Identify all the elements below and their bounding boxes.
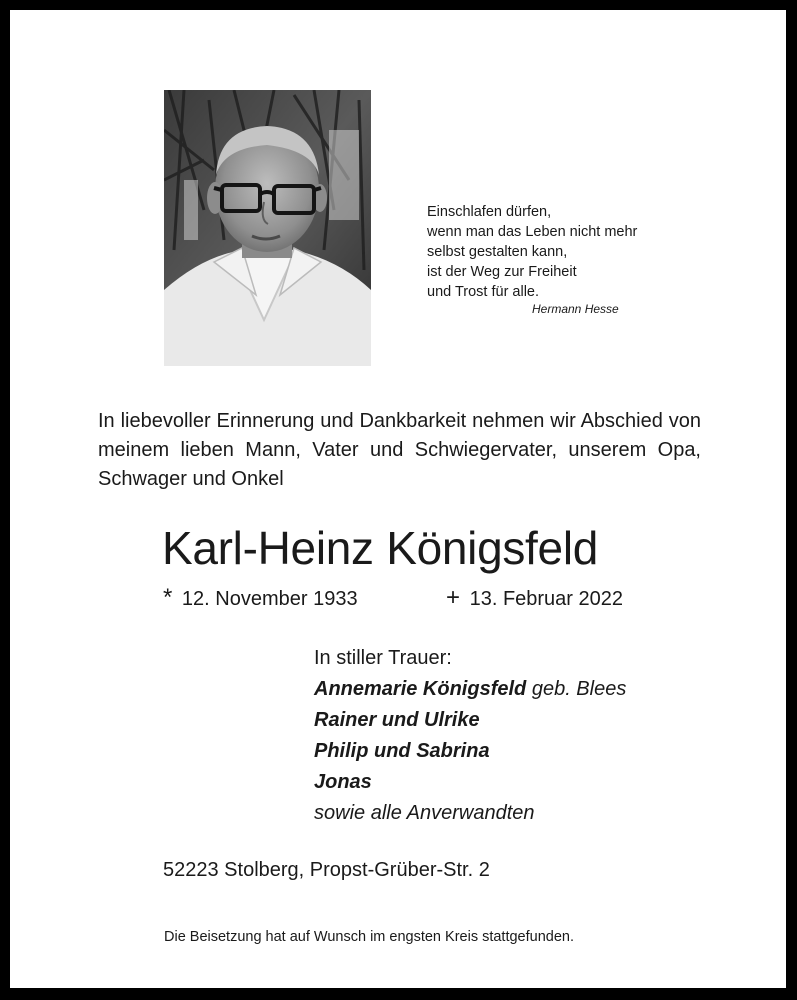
quote-line: ist der Weg zur Freiheit — [427, 264, 577, 280]
mourner-entry: Rainer und Ulrike — [314, 709, 480, 731]
intro-text: In liebevoller Erinnerung und Dankbarkeit nehmen wir Abschied von meinem lieben Mann, Vater und Schwiegervater, unserem Opa, Schwager und Onkel — [98, 410, 701, 490]
mourners-closing: sowie alle Anverwandten — [314, 802, 535, 824]
mourner-note: geb. Blees — [531, 678, 627, 700]
quote-author: Hermann Hesse — [532, 302, 619, 316]
mourners-heading: In stiller Trauer: — [314, 647, 452, 669]
quote-line: und Trost für alle. — [427, 284, 540, 300]
portrait-image-icon — [164, 90, 371, 366]
quote-line: selbst gestalten kann, — [427, 244, 568, 260]
death-date-value: 13. Februar 2022 — [469, 588, 624, 610]
mourner-entry: Philip und Sabrina — [314, 740, 490, 762]
death-cross-icon: + — [446, 584, 461, 611]
mourner-name: Annemarie Königsfeld — [314, 678, 527, 700]
birth-date-value: 12. November 1933 — [181, 588, 358, 610]
address: 52223 Stolberg, Propst-Grüber-Str. 2 — [163, 859, 490, 881]
mourner-entry — [314, 674, 626, 705]
obituary-notice — [10, 10, 786, 988]
mourners-list — [314, 643, 626, 829]
death-date — [446, 585, 623, 612]
deceased-name: Karl-Heinz Königsfeld — [162, 522, 599, 574]
burial-note: Die Beisetzung hat auf Wunsch im engsten Kreis stattgefunden. — [164, 929, 575, 945]
birth-star-icon: * — [163, 584, 173, 611]
poem-quote — [427, 202, 637, 317]
birth-date — [163, 585, 358, 612]
portrait-photo — [164, 90, 371, 366]
quote-line: wenn man das Leben nicht mehr — [427, 224, 638, 240]
mourner-entry: Jonas — [314, 771, 372, 793]
quote-line: Einschlafen dürfen, — [427, 204, 552, 220]
